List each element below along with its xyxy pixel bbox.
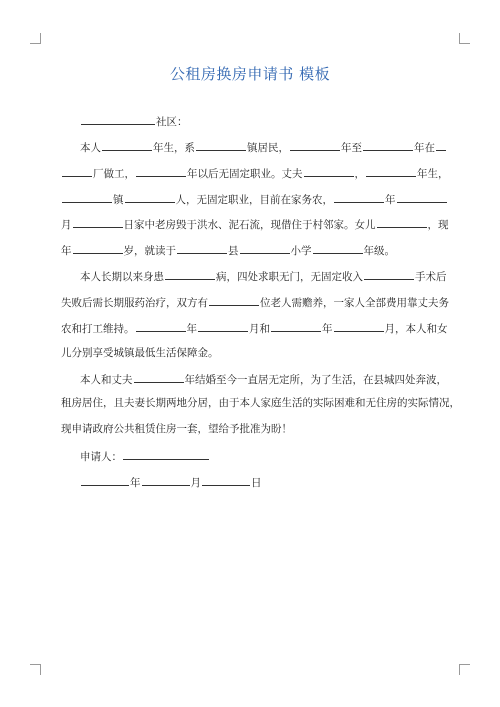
crop-mark-top-left: [30, 33, 41, 44]
paragraph1-line2: [61, 165, 449, 181]
blank-field: [123, 448, 209, 460]
blank-field: [271, 320, 321, 332]
text-segment: 年以后无固定职业。丈夫: [187, 168, 303, 180]
text-segment: 镇居民，: [247, 142, 289, 154]
text-segment: 手术后: [415, 271, 447, 283]
text-segment: 小学: [290, 245, 312, 257]
date-month-label: 月: [190, 477, 201, 489]
blank-field: [134, 371, 184, 383]
text-segment: ，现: [427, 219, 449, 231]
blank-field: [62, 191, 112, 203]
text-segment: 年生，系: [153, 142, 195, 154]
text-segment: 儿分别享受城镇最低生活保障金。: [61, 347, 219, 359]
blank-field: [73, 242, 123, 254]
text-segment: 厂做工，: [93, 168, 135, 180]
blank-field: [364, 268, 414, 280]
applicant-line: [80, 448, 460, 464]
date-day-label: 日: [251, 477, 262, 489]
text-segment: 年级。: [363, 245, 395, 257]
blank-field: [196, 139, 246, 151]
blank-field: [125, 191, 175, 203]
blank-field: [81, 113, 155, 125]
text-segment: 本人: [80, 142, 101, 154]
blank-field: [313, 242, 363, 254]
paragraph1-line1: [80, 139, 460, 155]
blank-field: [136, 165, 186, 177]
paragraph3-line3: [61, 422, 441, 436]
paragraph3-line2: [61, 396, 460, 410]
text-segment: 农和打工维持。: [61, 323, 135, 335]
crop-mark-bottom-left: [30, 664, 41, 675]
text-segment: 年生，: [417, 168, 449, 180]
blank-field: [240, 242, 290, 254]
date-line: [80, 474, 460, 490]
paragraph3-line1: [80, 371, 460, 387]
blank-field: [73, 216, 123, 228]
text-segment: 年: [322, 323, 333, 335]
paragraph1-line4: [61, 216, 449, 232]
text-segment: 位老人需赡养，一家人全部费用靠丈夫务: [260, 297, 449, 309]
applicant-label: 申请人：: [80, 451, 122, 463]
text-segment: 年结婚至今一直居无定所，为了生活，在县城四处奔波，: [184, 374, 447, 386]
blank-field: [177, 242, 227, 254]
paragraph2-line3: [61, 320, 448, 336]
text-segment: 人，无固定职业，目前在家务农，: [175, 194, 333, 206]
blank-field: [304, 165, 354, 177]
crop-mark-bottom-right: [459, 664, 470, 675]
paragraph2-line2: [61, 294, 449, 310]
text-segment: 岁，就读于: [123, 245, 176, 257]
text-segment: ，: [354, 168, 365, 180]
document-title: 公租房换房申请书 模板: [169, 65, 331, 83]
text-segment: 年: [385, 194, 396, 206]
text-segment: 年至: [341, 142, 362, 154]
paragraph1-line5: [61, 242, 441, 258]
paragraph1-line3: [61, 191, 441, 207]
text-segment: 县: [228, 245, 239, 257]
text-segment: 镇: [113, 194, 124, 206]
blank-field: [81, 474, 129, 486]
text-segment: 病，四处求职无门，无固定收入: [216, 271, 363, 283]
paragraph2-line4: [61, 346, 441, 360]
text-segment: 年: [186, 323, 197, 335]
text-segment: 月和: [249, 323, 270, 335]
text-segment: 本人和丈夫: [80, 374, 133, 386]
blank-field: [363, 139, 413, 151]
text-segment: 日家中老房毁于洪水、泥石流，现借住于村邻家。女儿: [123, 219, 376, 231]
text-segment: 年: [61, 245, 72, 257]
blank-field: [436, 139, 446, 151]
blank-field: [334, 191, 384, 203]
community-label: 社区：: [156, 116, 188, 128]
blank-field: [290, 139, 340, 151]
crop-mark-top-right: [459, 33, 470, 44]
blank-field: [202, 474, 250, 486]
date-year-label: 年: [130, 477, 141, 489]
community-line: [80, 113, 460, 129]
blank-field: [136, 320, 186, 332]
blank-field: [397, 191, 447, 203]
text-segment: 月，本人和女: [384, 323, 448, 335]
text-segment: 本人长期以来身患: [80, 271, 164, 283]
blank-field: [102, 139, 152, 151]
blank-field: [198, 320, 248, 332]
text-segment: 失败后需长期服药治疗，双方有: [61, 297, 208, 309]
text-segment: 现申请政府公共租赁住房一套，望给予批准为盼！: [61, 423, 292, 435]
blank-field: [209, 294, 259, 306]
blank-field: [142, 474, 190, 486]
text-segment: 年在: [414, 142, 435, 154]
blank-field: [366, 165, 416, 177]
paragraph2-line1: [80, 268, 460, 284]
blank-field: [377, 216, 427, 228]
text-segment: 月: [61, 219, 72, 231]
blank-field: [334, 320, 384, 332]
blank-field: [62, 165, 92, 177]
text-segment: 租房居住，且夫妻长期两地分居，由于本人家庭生活的实际困难和无住房的实际情况，: [61, 397, 460, 409]
blank-field: [165, 268, 215, 280]
